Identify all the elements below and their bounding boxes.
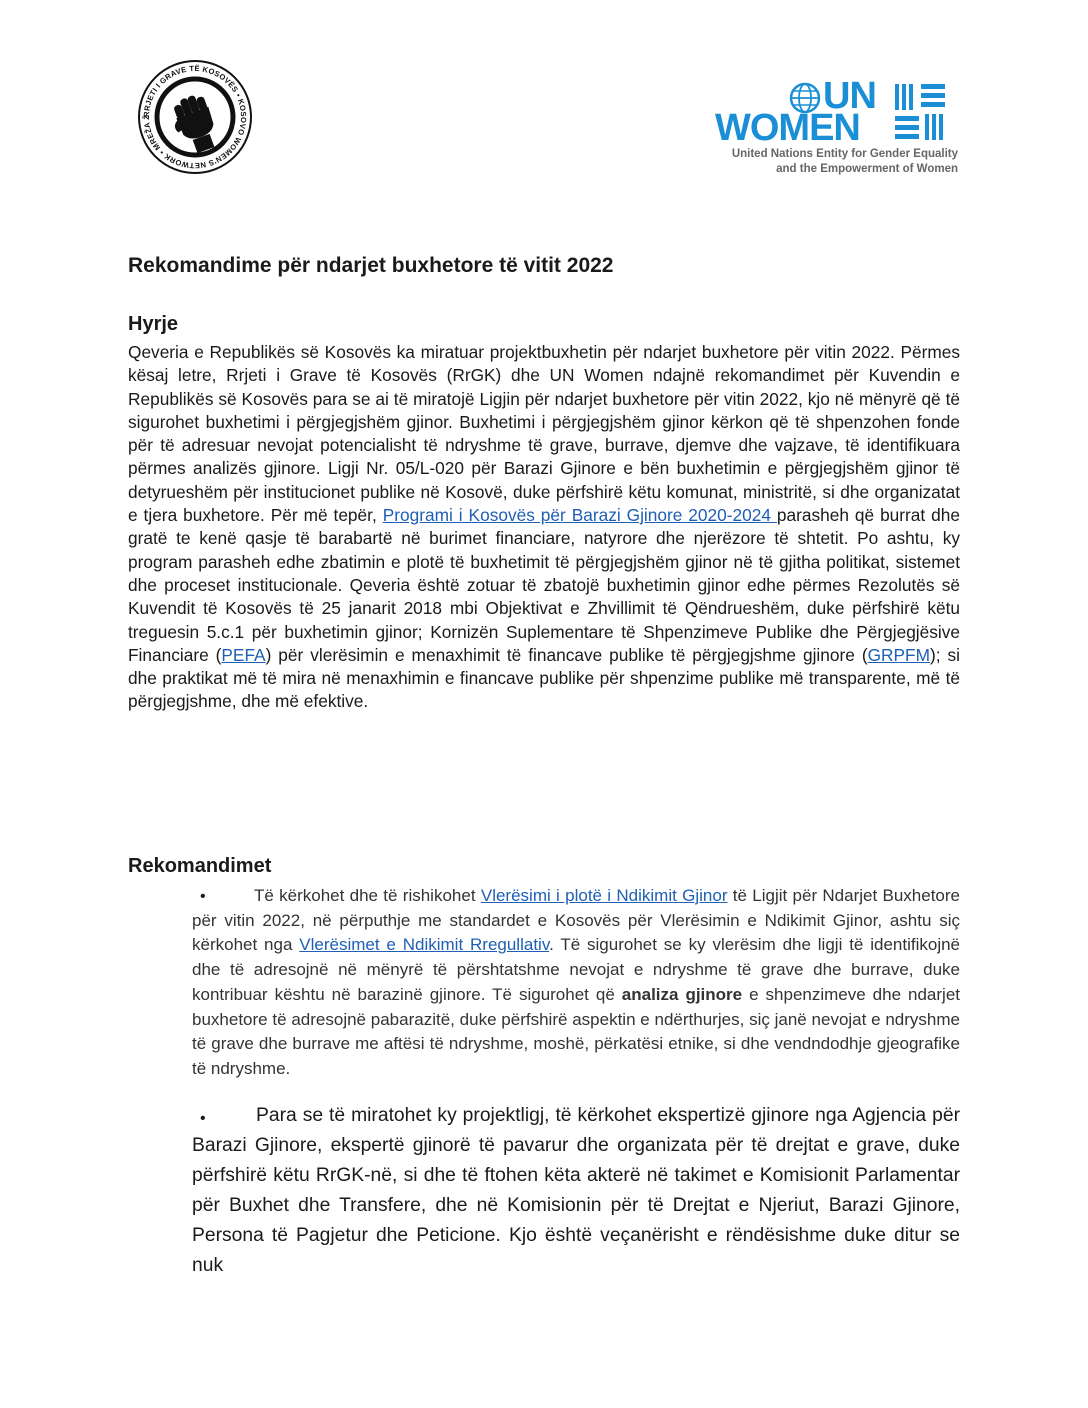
intro-heading: Hyrje xyxy=(128,313,179,335)
equality-sign-icon xyxy=(893,82,957,146)
intro-text-a: Qeveria e Republikës së Kosovës ka miratuar projektbuxhetin për ndarjet buxhetore për vitin 2022. Përmes kësaj letre, Rrjeti i Grave të Kosovës (RrGK) dhe UN Women ndajnë rekomandimet për Kuvendin e Republikës së Kosovës para se ai të miratojë Ligjin për ndarjet buxhetore për vitin 2022, kjo në mënyrë që të sigurohet buxhetimi i përgjegjshëm gjinor. Buxhetimi i përgjegjshëm gjinor kërkon që të shpenzohen fonde për të adresuar nevojat potencialisht të ndryshme të grave, burrave, djemve dhe vajzave, të identifikuara përmes analizës gjinore. Ligji Nr. 05/L-020 për Barazi Gjinore e bën buxhetimin e përgjegjshëm gjinor të detyrueshëm për institucionet publike në Kosovë, duke përfshirë këtu komunat, ministritë, si dhe organizatat e tjera buxhetore. Për më tepër, xyxy=(128,342,960,526)
bullet-2: • xyxy=(200,1110,206,1127)
document-title: Rekomandime për ndarjet buxhetore të vitit 2022 xyxy=(128,254,614,277)
recommendation-1 xyxy=(192,884,960,1082)
program-link[interactable]: Programi i Kosovës për Barazi Gjinore 2020-2024 xyxy=(382,505,777,526)
regulatory-impact-assessment-link[interactable]: Vlerësimet e Ndikimit Rregullativ xyxy=(299,935,550,955)
grpfm-link[interactable]: GRPFM xyxy=(867,644,930,665)
rec1-bold-gender-analysis: analiza gjinore xyxy=(621,984,743,1004)
kwn-logo xyxy=(136,58,254,176)
kwn-fist-seal-icon xyxy=(136,58,254,176)
rec1-text-d: e shpenzimeve dhe ndarjet buxhetore të adresojnë pabarazitë, duke përfshirë aspektin e ndërthurjes, siç janë nevojat e ndryshme të grave dhe burrave me aftësi të ndryshme, moshë, përkatësi etnike, si dhe vendndodhje gjeografike të ndryshme. xyxy=(192,984,961,1078)
intro-text-b: parasheh që burrat dhe gratë te kenë qasje të barabartë në burimet financiare, natyrore dhe njerëzore të shtetit. Po ashtu, ky program parasheh edhe zbatimin e plotë të buxhetimit të përgjegjshëm gjinor në të gjitha politikat, sistemet dhe proceset institucionale. Qeveria është zotuar të zbatojë buxhetimin gjinor edhe përmes Rezolutës së Kuvendit të Kosovës të 25 janarit 2018 mbi Objektivat e Zhvillimit të Qëndrueshëm, duke përfshirë këtu treguesin 5.c.1 për buxhetimin gjinor; Kornizën Suplementare të Shpenzimeve Publike dhe Përgjegjësive Financiare ( xyxy=(128,505,960,665)
intro-text-d: ); si dhe praktikat më të mira në menaxhimin e financave publike për shpenzime publike më transparente, më të përgjegjshme, dhe më efektive. xyxy=(128,644,960,712)
pefa-link[interactable]: PEFA xyxy=(221,644,266,665)
recommendation-2: Para se të miratohet ky projektligj, të kërkohet ekspertizë gjinore nga Agjencia për Barazi Gjinore, ekspertë gjinorë të pavarur dhe organizata për të drejtat e grave, duke përfshirë këtu RrGK-në, si dhe të ftohen këta akterë në takimet e Komisionit Parlamentar për Buxhet dhe Transfere, dhe në Komisionin për të Drejtat e Njeriut, Barazi Gjinore, Persona të Pagjetur dhe Peticione. Kjo është veçanërisht e rëndësishme duke ditur se nuk xyxy=(192,1105,960,1276)
recommendations-heading: Rekomandimet xyxy=(128,855,272,877)
un-women-word-women: WOMEN xyxy=(715,107,860,149)
rec1-text-b: të Ligjit për Ndarjet Buxhetore për vitin 2022, në përputhje me standardet e Kosovës për Vlerësimin e Ndikimit Gjinor, ashtu siç kërkohet nga xyxy=(192,886,960,955)
kwn-ring-text: RRJETI I GRAVE TË KOSOVËS • KOSOVO WOMEN'S NETWORK • MREŽA Ž xyxy=(141,63,249,171)
un-women-word-un: UN xyxy=(823,75,876,117)
un-women-subtitle-line2: and the Empowerment of Women xyxy=(776,163,958,175)
rec1-text-c: . Të sigurohet se ky vlerësim dhe ligji të identifikojnë dhe të adresojnë në mënyrë të përshtatshme nevojat e ndryshme të grave dhe burrave, duke kontribuar kështu në barazinë gjinore. Të sigurohet që xyxy=(192,935,960,1004)
un-women-logo xyxy=(713,76,958,180)
rec1-text-a: Të kërkohet dhe të rishikohet xyxy=(254,886,481,905)
un-women-subtitle-line1: United Nations Entity for Gender Equality xyxy=(731,148,958,160)
bullet-1: • xyxy=(200,888,206,905)
gender-impact-assessment-link[interactable]: Vlerësimi i plotë i Ndikimit Gjinor xyxy=(480,886,728,905)
intro-paragraph xyxy=(128,341,960,714)
intro-text-c: ) për vlerësimin e menaxhimit të financave publike të përgjegjshme gjinore ( xyxy=(265,644,868,665)
